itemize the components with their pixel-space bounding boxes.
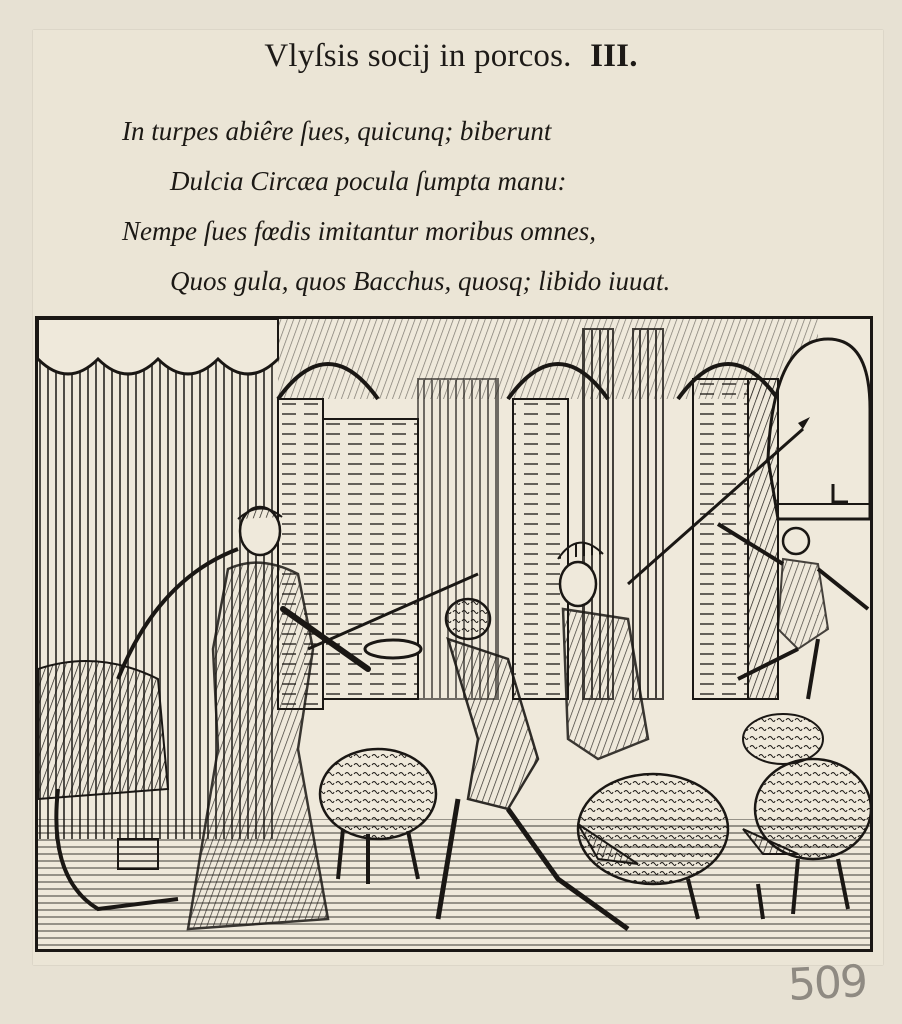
verse-line-1: In turpes abiêre ſues, quicunq; biberunt: [122, 116, 552, 146]
swine-1: [320, 749, 436, 839]
woodcut-scene: [38, 319, 870, 949]
potion-cup: [365, 640, 421, 658]
verse-line-2: Dulcia Circæa pocula ſumpta manu:: [170, 166, 567, 196]
woodcut-illustration: [35, 316, 873, 952]
epigram-verse: [122, 106, 670, 306]
verse-line-4: Quos gula, quos Bacchus, quosq; libido iuuat.: [170, 266, 671, 296]
emblem-title-text: Vlyſsis socij in porcos.: [264, 38, 572, 74]
emblem-title: [0, 38, 902, 75]
verse-line-3: Nempe ſues fœdis imitantur moribus omnes,: [122, 216, 597, 246]
swine-2: [578, 774, 728, 884]
inventory-number: 509: [786, 955, 868, 1012]
emblem-number: III.: [590, 38, 638, 74]
swine-4: [743, 714, 823, 764]
